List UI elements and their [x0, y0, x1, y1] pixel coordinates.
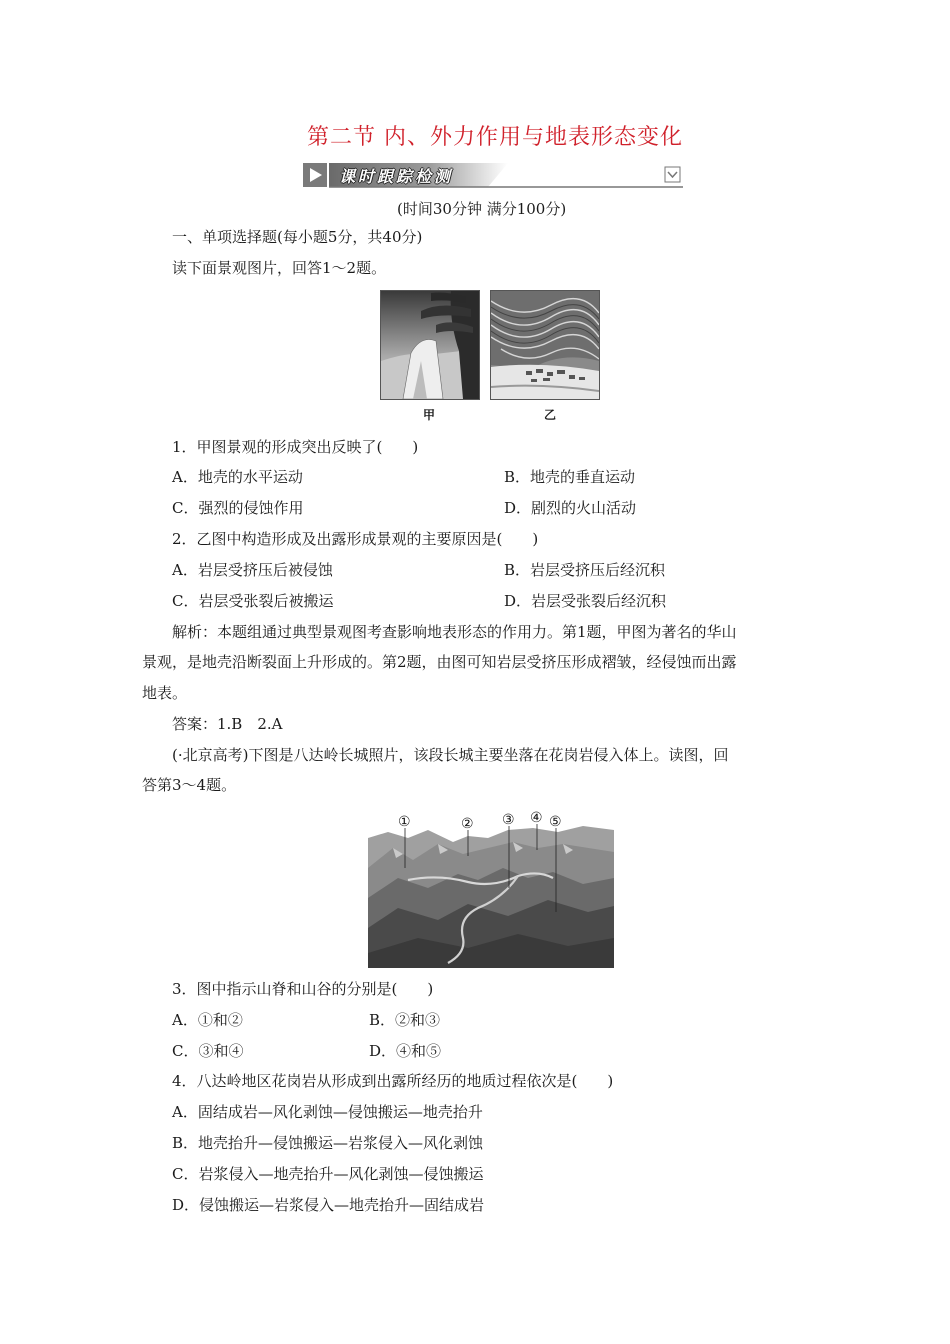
- analysis-line-3: 地表。: [142, 684, 188, 702]
- q4-option-b: B．地壳抬升—侵蚀搬运—岩浆侵入—风化剥蚀: [172, 1134, 484, 1152]
- q3-option-b: B．②和③: [369, 1011, 441, 1029]
- q3-option-c: C．③和④: [172, 1042, 244, 1060]
- q2-option-d: D．岩层受张裂后经沉积: [504, 592, 667, 610]
- callout-2: ②: [461, 816, 474, 832]
- intro2-line-1: (·北京高考)下图是八达岭长城照片，该段长城主要坐落在花岗岩侵入体上。读图，回: [172, 746, 729, 764]
- q2-option-c: C．岩层受张裂后被搬运: [172, 592, 334, 610]
- caption-jia: 甲: [423, 408, 436, 422]
- photo-yi: [490, 290, 600, 400]
- reading-intro: 读下面景观图片，回答1～2题。: [172, 259, 387, 277]
- banner-label: 课时跟踪检测: [339, 167, 454, 186]
- q1-option-c: C．强烈的侵蚀作用: [172, 499, 304, 517]
- q1-option-b: B．地壳的垂直运动: [504, 468, 636, 486]
- q4-stem: 4．八达岭地区花岗岩从形成到出露所经历的地质过程依次是( ): [172, 1072, 614, 1090]
- q4-option-c: C．岩浆侵入—地壳抬升—风化剥蚀—侵蚀搬运: [172, 1165, 484, 1183]
- q1-option-a: A．地壳的水平运动: [172, 468, 303, 486]
- section-heading: 一、单项选择题(每小题5分，共40分): [172, 228, 423, 246]
- q2-option-a: A．岩层受挤压后被侵蚀: [172, 561, 333, 579]
- section-banner: [303, 162, 683, 188]
- intro2-line-2: 答第3～4题。: [142, 776, 237, 794]
- q1-stem: 1．甲图景观的形成突出反映了( ): [172, 438, 419, 456]
- q4-option-d: D．侵蚀搬运—岩浆侵入—地壳抬升—固结成岩: [172, 1196, 485, 1214]
- photo-jia: [380, 290, 480, 400]
- callout-5: ⑤: [549, 814, 562, 830]
- q3-option-a: A．①和②: [172, 1011, 243, 1029]
- answer-1-2: 答案：1.B 2.A: [172, 715, 283, 733]
- q3-option-d: D．④和⑤: [369, 1042, 442, 1060]
- callout-3: ③: [502, 812, 515, 828]
- q1-option-d: D．剧烈的火山活动: [504, 499, 637, 517]
- callout-1: ①: [398, 814, 411, 830]
- q3-stem: 3．图中指示山脊和山谷的分别是( ): [172, 980, 434, 998]
- analysis-line-1: 解析：本题组通过典型景观图考查影响地表形态的作用力。第1题，甲图为著名的华山: [172, 623, 737, 641]
- q4-option-a: A．固结成岩—风化剥蚀—侵蚀搬运—地壳抬升: [172, 1103, 483, 1121]
- q2-stem: 2．乙图中构造形成及出露形成景观的主要原因是( ): [172, 530, 539, 548]
- q2-option-b: B．岩层受挤压后经沉积: [504, 561, 666, 579]
- great-wall-photo: [368, 808, 614, 968]
- callout-4: ④: [530, 810, 543, 826]
- page-title: 第二节 内、外力作用与地表形态变化: [307, 125, 683, 150]
- caption-yi: 乙: [544, 408, 557, 422]
- time-score-note: (时间30分钟 满分100分): [397, 200, 567, 218]
- analysis-line-2: 景观，是地壳沿断裂面上升形成的。第2题，由图可知岩层受挤压形成褶皱，经侵蚀而出露: [142, 653, 737, 671]
